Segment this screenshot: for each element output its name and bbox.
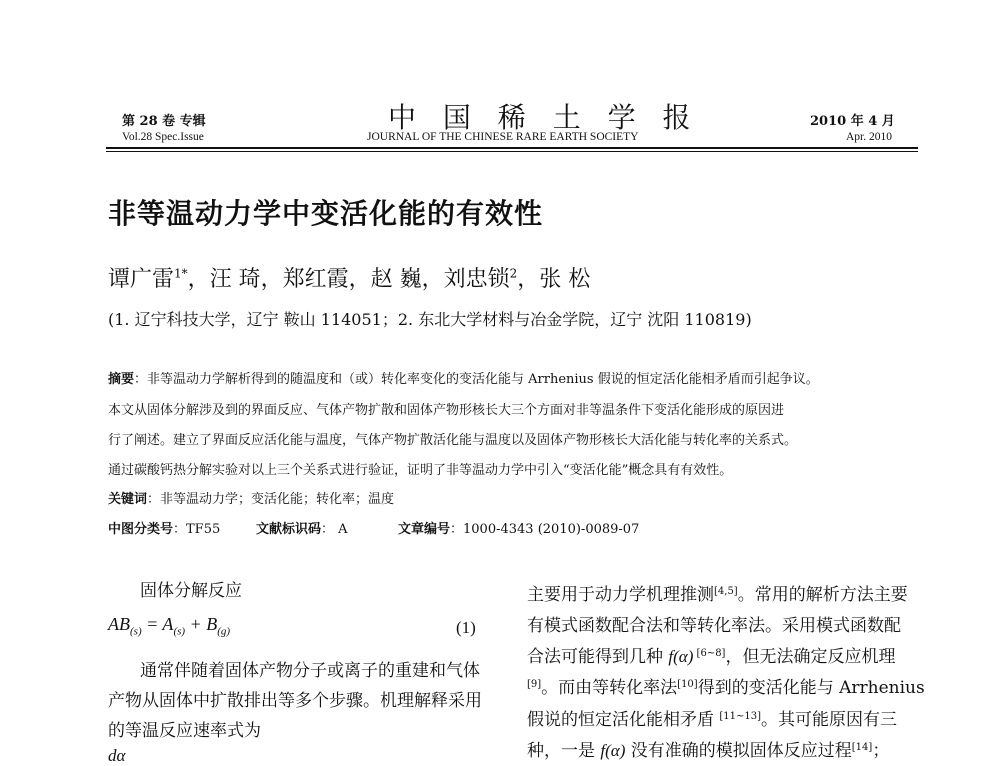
eq-sub-1: (s): [130, 625, 142, 638]
header-rule-top: [106, 147, 918, 149]
eq-ab: AB: [108, 614, 130, 634]
keywords-text: ：非等温动力学；变活化能；转化率；温度: [147, 492, 395, 507]
classification-line: [108, 518, 220, 537]
doc-code-label: 文献标识码: [256, 522, 322, 537]
journal-title-en: JOURNAL OF THE CHINESE RARE EARTH SOCIETY: [367, 131, 639, 143]
abstract-text-1: ：非等温动力学解析得到的随温度和（或）转化率变化的变活化能与 Arrhenius 假说的恒定活化能相矛盾而引起争议。: [134, 372, 819, 387]
header-date-en: Apr. 2010: [846, 131, 892, 143]
authors-middle: ，汪 琦，郑红霞，赵 巍，刘忠锁: [187, 267, 510, 292]
header-volume-en: Vol.28 Spec.Issue: [122, 131, 204, 143]
left-para-line-3: 的等温反应速率式为: [108, 721, 261, 741]
right-text-4b: 得到的变活化能与 Arrhenius: [697, 678, 925, 698]
right-line-1: [527, 580, 908, 605]
right-text-5a: 假说的恒定活化能相矛盾: [527, 710, 720, 730]
section-heading: 固体分解反应: [140, 581, 242, 601]
abstract-line-4: 通过碳酸钙热分解实验对以上三个关系式进行验证，证明了非等温动力学中引入“变活化能”概念具有有效性。: [108, 463, 733, 478]
right-text-4a: 。而由等转化率法: [541, 678, 678, 698]
right-text-6c: ；: [872, 741, 890, 761]
right-text-3b: ，但无法确定反应机理: [725, 647, 896, 667]
class-label: 中图分类号: [108, 522, 174, 537]
ref-14: [14]: [851, 742, 873, 753]
eq-sub-3: (g): [217, 625, 231, 638]
doc-code-line: [256, 518, 348, 537]
ref-11-13: [11~13]: [719, 711, 762, 722]
keywords-label: 关键词: [108, 492, 148, 507]
left-para-line-1: 通常伴随着固体产物分子或离子的重建和气体: [140, 661, 480, 681]
eq-plus-b: + B: [185, 614, 218, 634]
class-value: ：TF55: [173, 522, 221, 537]
equation-number: (1): [456, 618, 476, 637]
keywords-line: [108, 488, 394, 507]
right-line-2: 有模式函数配合法和等转化率法。采用模式函数配: [527, 616, 901, 636]
abstract-line-2: 本文从固体分解涉及到的界面反应、气体产物扩散和固体产物形核长大三个方面对非等温条件下变活化能形成的原因进: [108, 403, 785, 418]
right-line-3: [527, 642, 895, 667]
abstract-line-3: 行了阐述。建立了界面反应活化能与温度，气体产物扩散活化能与温度以及固体产物形核长大活化能与转化率的关系式。: [108, 433, 798, 448]
right-line-4: [527, 673, 925, 698]
right-line-5: [527, 705, 897, 730]
right-text-1b: 。常用的解析方法主要: [737, 585, 908, 605]
abstract-label: 摘要: [108, 372, 135, 387]
right-line-6: [527, 736, 889, 761]
article-number-value: ：1000-4343 (2010)-0089-07: [450, 522, 640, 537]
abstract-line-1: [108, 368, 819, 387]
right-text-1: 主要用于动力学机理推测: [527, 585, 714, 605]
ref-9: [9]: [527, 679, 542, 690]
header-rule-bottom: [106, 151, 918, 152]
header-volume-cn: 第 28 卷 专辑: [122, 114, 206, 129]
ref-6-8: [6~8]: [693, 648, 726, 659]
article-title: 非等温动力学中变活化能的有效性: [108, 197, 544, 230]
journal-title-cn: 中 国 稀 土 学 报: [388, 101, 700, 134]
author-5-mark: 2: [509, 266, 518, 281]
f-alpha-2: f(α): [600, 741, 626, 760]
author-line: [108, 262, 590, 293]
author-1: 谭广雷: [108, 267, 175, 292]
eq-sub-2: (s): [173, 625, 186, 638]
equation-1: [108, 614, 230, 638]
header-date-cn: 2010 年 4 月: [810, 114, 895, 129]
right-text-6a: 种，一是: [527, 741, 601, 761]
f-alpha-1: f(α): [668, 647, 694, 666]
right-text-6b: 没有准确的模拟固体反应过程: [625, 741, 852, 761]
article-number-label: 文章编号: [398, 522, 451, 537]
affiliation: (1. 辽宁科技大学，辽宁 鞍山 114051；2. 东北大学材料与冶金学院，辽宁 沈阳 110819): [108, 310, 752, 329]
doc-code-value: ： A: [321, 522, 348, 537]
left-para-line-2: 产物从固体中扩散排出等多个步骤。机理解释采用: [108, 691, 482, 711]
right-text-5b: 。其可能原因有三: [761, 710, 898, 730]
right-text-3a: 合法可能得到几种: [527, 647, 669, 667]
ref-10: [10]: [677, 679, 698, 690]
ref-4-5: [4,5]: [714, 586, 738, 597]
rate-equation-start: dα: [108, 746, 126, 765]
eq-equals-a: = A: [141, 614, 174, 634]
author-6: ，张 松: [517, 267, 591, 292]
author-1-mark: 1*: [174, 266, 188, 281]
article-number-line: [398, 518, 639, 537]
